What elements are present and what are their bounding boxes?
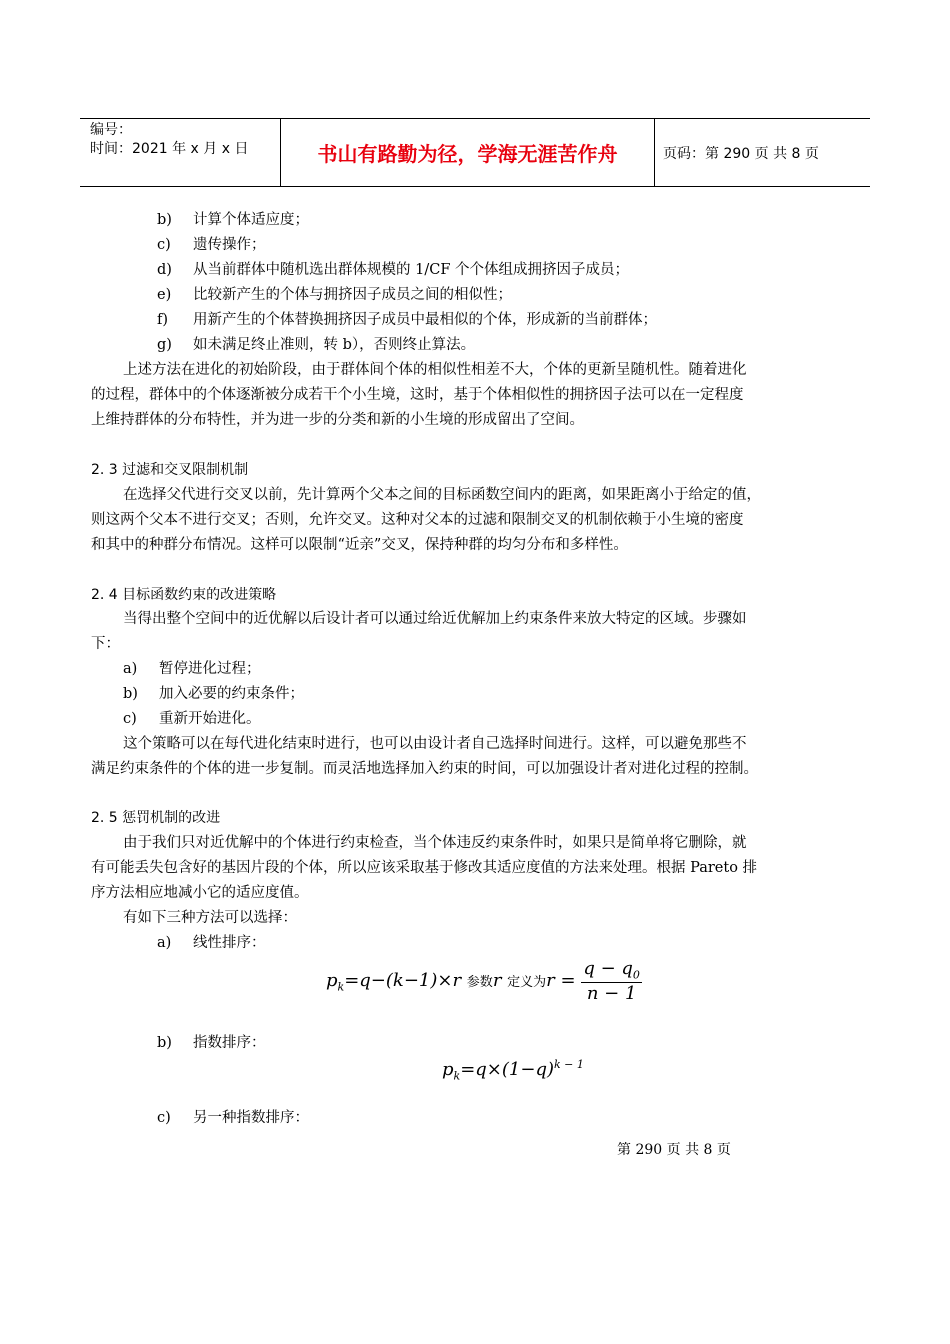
header-time-label: 时间：2021 年 x 月 x 日: [90, 141, 249, 157]
header-motto: 书山有路勤为径，学海无涯苦作舟: [317, 142, 618, 166]
list-item-text: 重新开始进化。: [159, 711, 261, 727]
header-number-label: 编号：: [90, 122, 132, 138]
page-footer: 第 290 页 共 8 页: [617, 1142, 731, 1158]
list-item-text: 指数排序：: [193, 1035, 266, 1051]
formula-linear-ranking: [326, 958, 642, 1004]
list-item-label: c): [123, 711, 137, 727]
paragraph-line: 有如下三种方法可以选择：: [123, 910, 297, 926]
formula-sub: k: [453, 1069, 461, 1083]
paragraph-line: 当得出整个空间中的近优解以后设计者可以通过给近优解加上约束条件来放大特定的区域。步骤如: [123, 611, 747, 627]
header-divider: [654, 119, 655, 186]
list-item-label: g): [157, 337, 172, 353]
paragraph-line: 下：: [91, 636, 120, 652]
header-meta-cell: [80, 119, 280, 186]
list-item-text: 加入必要的约束条件；: [159, 686, 304, 702]
formula-param-label: 参数: [466, 974, 493, 990]
fraction-denominator: n − 1: [586, 982, 637, 1004]
list-item-text: 如未满足终止准则，转 b），否则终止算法。: [193, 337, 476, 353]
formula-def-label: 定义为: [507, 974, 547, 990]
fraction-numerator: $q - q_0$: [583, 958, 640, 982]
paragraph-line: 序方法相应地减小它的适应度值。: [91, 885, 309, 901]
list-item-label: c): [157, 1110, 171, 1126]
list-item-text: 暂停进化过程；: [159, 661, 261, 677]
list-item-label: a): [123, 661, 138, 677]
formula-lhs: p: [442, 1059, 454, 1080]
paragraph-line: 满足约束条件的个体的进一步复制。而灵活地选择加入约束的时间，可以加强设计者对进化过程的控制。: [91, 761, 758, 777]
section-heading: 2. 4 目标函数约束的改进策略: [91, 587, 277, 603]
list-item-text: 计算个体适应度；: [193, 212, 309, 228]
formula-sup: k − 1: [554, 1058, 584, 1071]
formula-rhs: =q−(k−1)×r: [344, 969, 462, 991]
list-item-label: d): [157, 262, 172, 278]
list-item-label: b): [123, 686, 138, 702]
formula-exponential-ranking: [442, 1058, 584, 1083]
header-page-info: 页码：第 290 页 共 8 页: [663, 145, 819, 162]
formula-fraction: [581, 958, 642, 1004]
section-heading: 2. 5 惩罚机制的改进: [91, 810, 221, 826]
paragraph-line: 在选择父代进行交叉以前，先计算两个父本之间的目标函数空间内的距离，如果距离小于给定的值，: [123, 487, 761, 503]
paragraph-line: 和其中的种群分布情况。这样可以限制“近亲”交叉，保持种群的均匀分布和多样性。: [91, 537, 628, 553]
list-item-text: 从当前群体中随机选出群体规模的 1/CF 个个体组成拥挤因子成员；: [193, 262, 629, 278]
paragraph-line: 这个策略可以在每代进化结束时进行，也可以由设计者自己选择时间进行。这样，可以避免那些不: [123, 736, 747, 752]
paragraph-line: 上维持群体的分布特性，并为进一步的分类和新的小生境的形成留出了空间。: [91, 412, 584, 428]
formula-lhs: p: [326, 969, 338, 991]
paragraph-line: 上述方法在进化的初始阶段，由于群体间个体的相似性相差不大，个体的更新呈随机性。随着进化: [123, 362, 747, 378]
list-item-text: 遗传操作；: [193, 237, 266, 253]
paragraph-line: 则这两个父本不进行交叉；否则，允许交叉。这种对父本的过滤和限制交叉的机制依赖于小生境的密度: [91, 512, 744, 528]
formula-rhs: =q×(1−q): [460, 1059, 554, 1080]
paragraph-line: 的过程，群体中的个体逐渐被分成若干个小生境，这时，基于个体相似性的拥挤因子法可以在一定程度: [91, 387, 744, 403]
list-item-label: b): [157, 212, 172, 228]
list-item-label: a): [157, 935, 172, 951]
paragraph-line: 有可能丢失包含好的基因片段的个体，所以应该采取基于修改其适应度值的方法来处理。根据 Pareto 排: [91, 860, 758, 876]
list-item-label: f): [157, 312, 169, 328]
section-heading: 2. 3 过滤和交叉限制机制: [91, 462, 249, 478]
formula-r-lhs: r =: [546, 969, 576, 991]
list-item-text: 线性排序：: [193, 935, 266, 951]
formula-sub: k: [337, 980, 345, 994]
list-item-text: 另一种指数排序：: [193, 1110, 309, 1126]
list-item-label: e): [157, 287, 172, 303]
paragraph-line: 由于我们只对近优解中的个体进行约束检查，当个体违反约束条件时，如果只是简单将它删除，就: [123, 835, 747, 851]
list-item-label: b): [157, 1035, 172, 1051]
list-item-text: 比较新产生的个体与拥挤因子成员之间的相似性；: [193, 287, 512, 303]
document-header: [80, 118, 870, 187]
list-item-text: 用新产生的个体替换拥挤因子成员中最相似的个体，形成新的当前群体；: [193, 312, 657, 328]
list-item-label: c): [157, 237, 171, 253]
formula-param-var: r: [492, 969, 502, 991]
